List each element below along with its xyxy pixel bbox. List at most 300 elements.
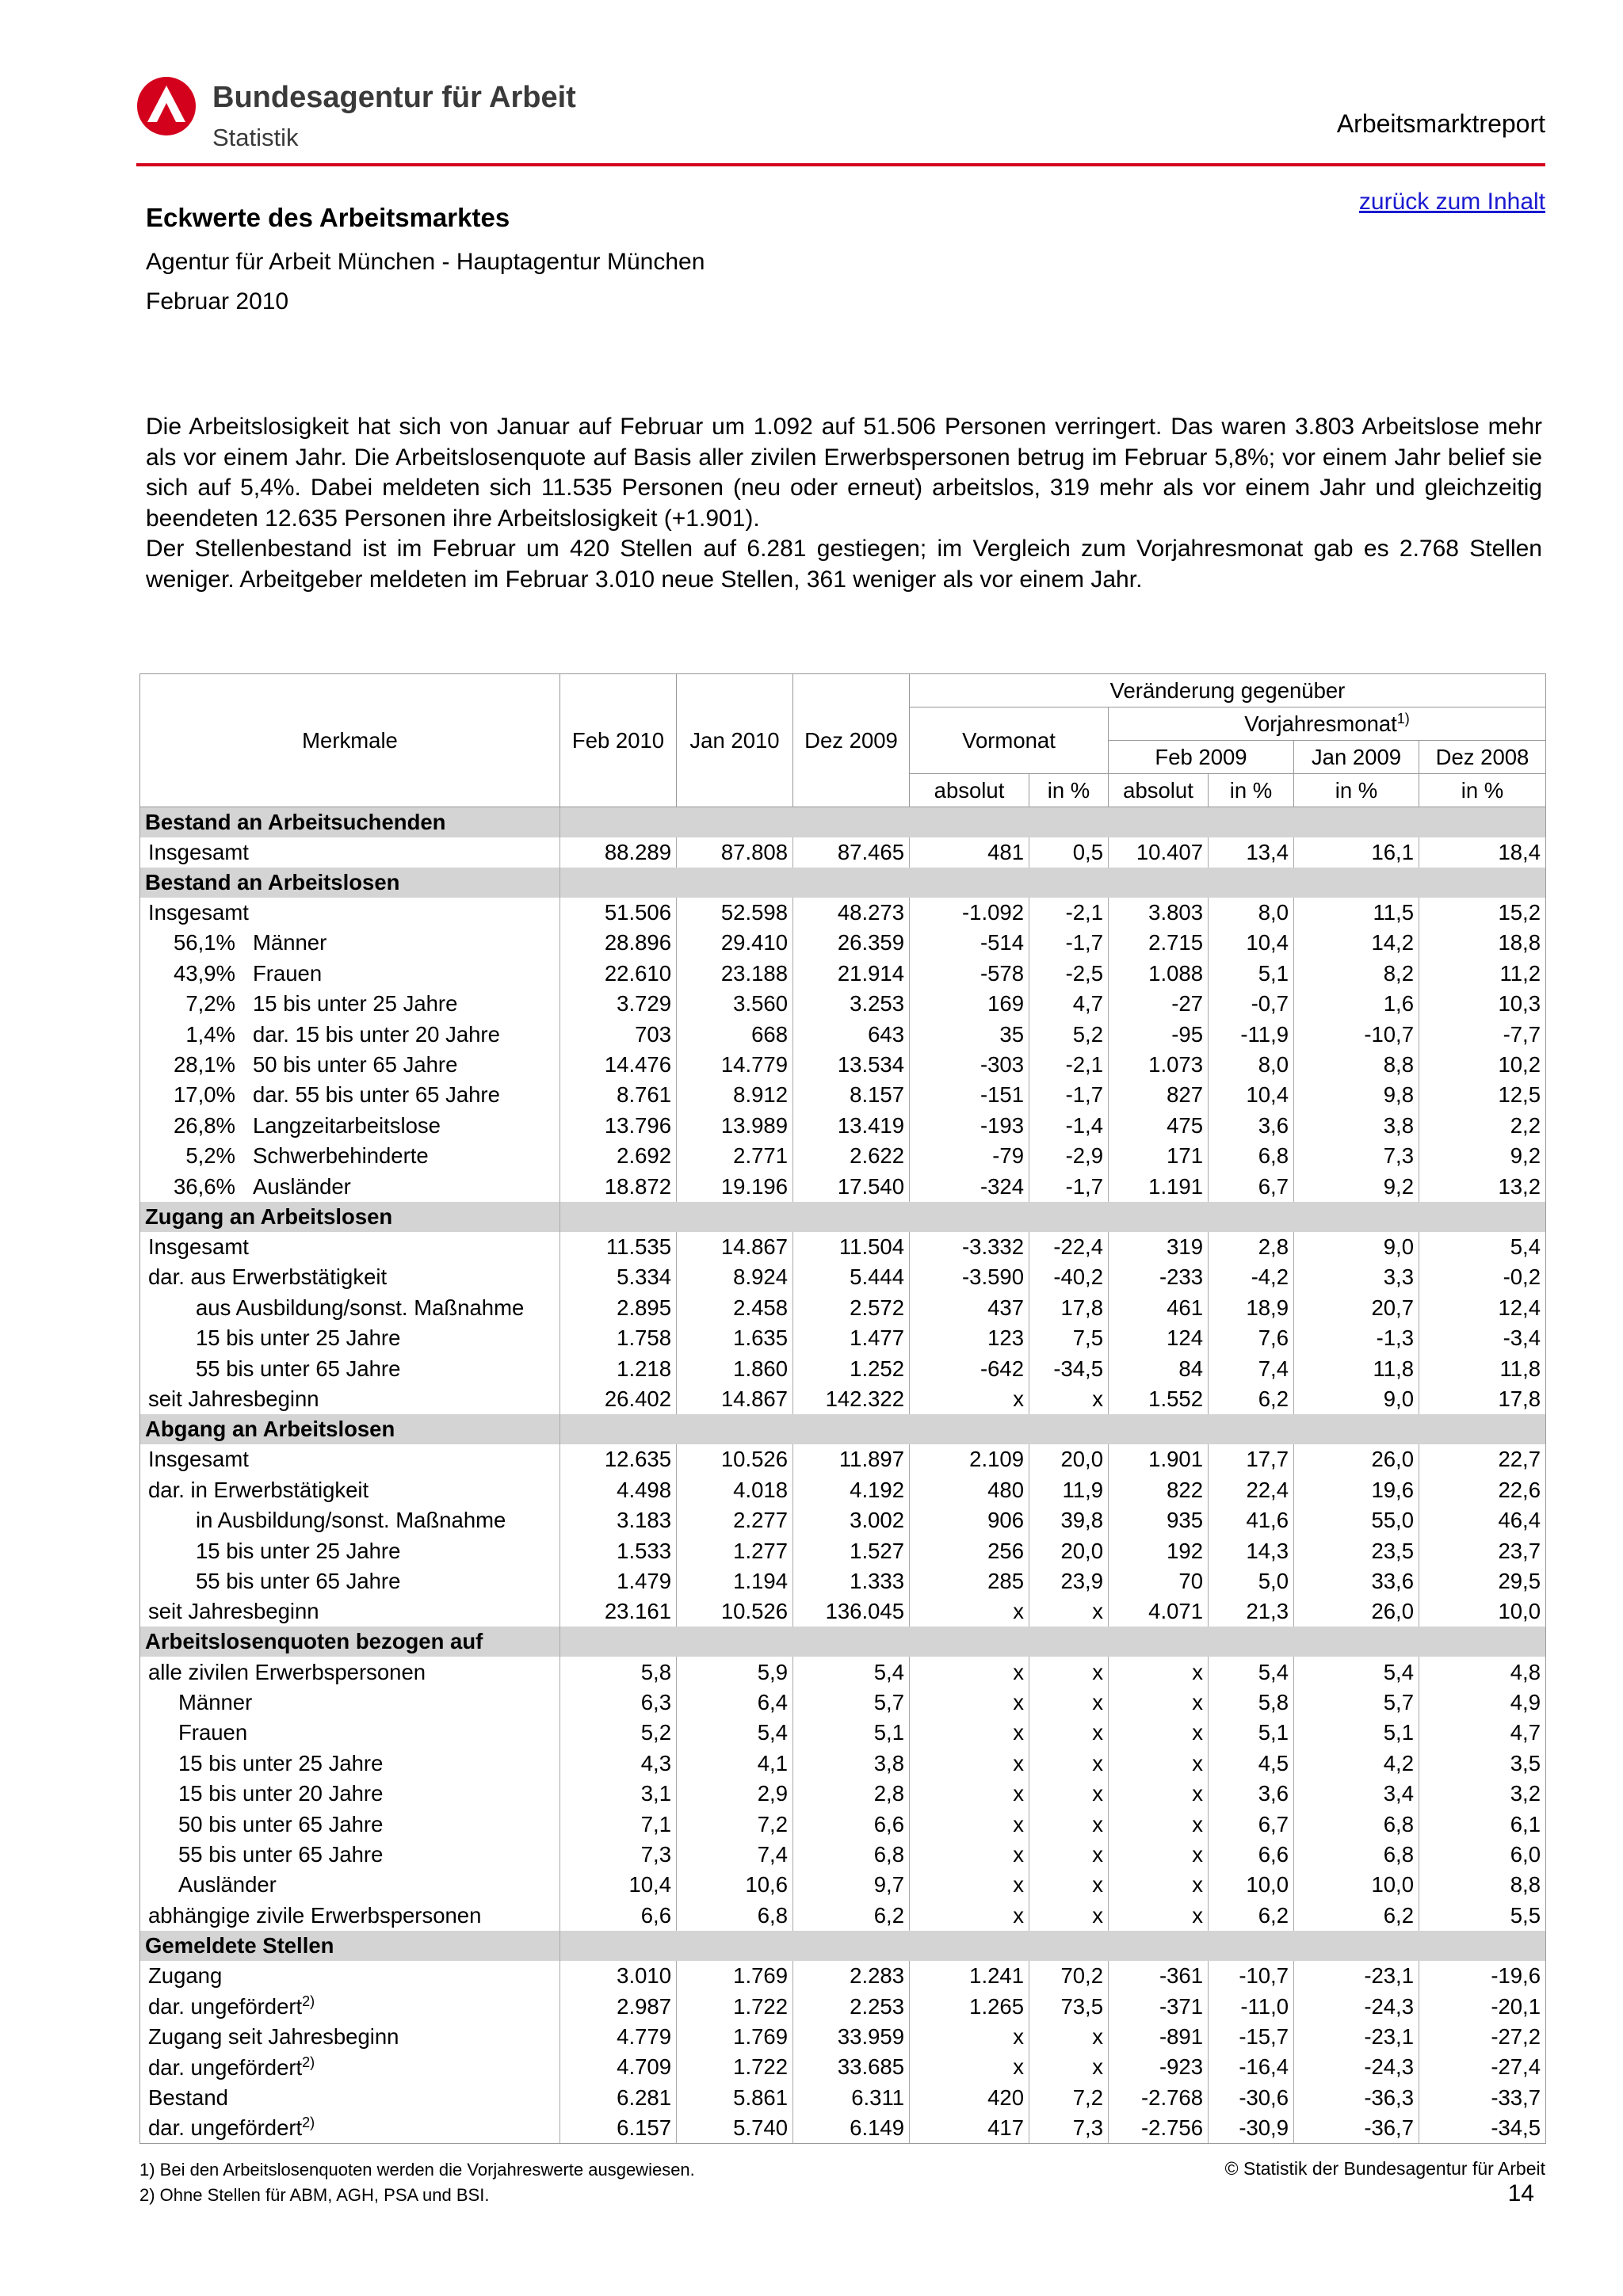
value-cell: 10.526: [677, 1596, 793, 1627]
value-cell: 9,2: [1419, 1141, 1546, 1171]
value-cell: -1,7: [1029, 928, 1109, 958]
row-label-text: Langzeitarbeitslose: [253, 1112, 441, 1138]
col-jan-2009: Jan 2009: [1294, 741, 1419, 774]
value-cell: -361: [1109, 1961, 1209, 1991]
section-title: Bestand an Arbeitsuchenden: [140, 807, 560, 837]
value-cell: 1.769: [677, 2022, 793, 2052]
table-row: [140, 1019, 1546, 1049]
copyright: © Statistik der Bundesagentur für Arbeit: [1224, 2158, 1545, 2179]
value-cell: -24,3: [1294, 1991, 1419, 2021]
value-cell: x: [1029, 1657, 1109, 1687]
row-label-text: dar. 55 bis unter 65 Jahre: [253, 1082, 500, 1108]
col-dez-2008: Dez 2008: [1419, 741, 1546, 774]
value-cell: 26,0: [1294, 1596, 1419, 1627]
row-label-text: seit Jahresbeginn: [148, 1599, 319, 1624]
row-label-text: Zugang seit Jahresbeginn: [148, 2023, 399, 2049]
value-cell: 3,8: [1294, 1111, 1419, 1141]
value-cell: 5,2: [560, 1718, 677, 1748]
value-cell: 5,1: [1209, 1718, 1294, 1748]
row-label-text: dar. ungefördert: [148, 2115, 303, 2141]
value-cell: 19.196: [677, 1171, 793, 1201]
value-cell: 48.273: [793, 898, 910, 928]
value-cell: 6.311: [793, 2083, 910, 2113]
value-cell: x: [1109, 1870, 1209, 1900]
value-cell: 6,8: [1294, 1840, 1419, 1870]
value-cell: 6,6: [560, 1901, 677, 1931]
value-cell: x: [1029, 1749, 1109, 1779]
value-cell: 4,8: [1419, 1657, 1546, 1687]
row-label-text: Ausländer: [253, 1173, 351, 1199]
value-cell: 18,8: [1419, 928, 1546, 958]
value-cell: 11,9: [1029, 1475, 1109, 1505]
value-cell: 3,1: [560, 1779, 677, 1809]
value-cell: 475: [1109, 1111, 1209, 1141]
value-cell: 1.860: [677, 1353, 793, 1383]
col-merkmale: Merkmale: [140, 674, 560, 807]
value-cell: 3,6: [1209, 1111, 1294, 1141]
value-cell: 7,3: [1294, 1141, 1419, 1171]
value-cell: 87.808: [677, 837, 793, 868]
col-jan-2009-pct: in %: [1294, 774, 1419, 807]
value-cell: 5,4: [1419, 1232, 1546, 1262]
table-row: [140, 1779, 1546, 1809]
value-cell: 11,2: [1419, 959, 1546, 989]
row-label: [140, 1840, 560, 1870]
footnote-marker: 2): [302, 1993, 315, 2009]
value-cell: 6,0: [1419, 1840, 1546, 1870]
value-cell: 17,8: [1029, 1293, 1109, 1323]
value-cell: 935: [1109, 1505, 1209, 1535]
table-row: [140, 1901, 1546, 1931]
value-cell: -15,7: [1209, 2022, 1294, 2052]
value-cell: 6,3: [560, 1688, 677, 1718]
row-label-text: Bestand: [148, 2084, 228, 2110]
value-cell: 5,1: [1294, 1718, 1419, 1748]
value-cell: 1.901: [1109, 1444, 1209, 1474]
value-cell: 3,8: [793, 1749, 910, 1779]
value-cell: x: [1109, 1809, 1209, 1839]
value-cell: 4.709: [560, 2052, 677, 2082]
share-percent: 26,8%: [174, 1112, 235, 1138]
value-cell: 123: [910, 1323, 1029, 1353]
row-label: [140, 1111, 560, 1141]
value-cell: 3.729: [560, 989, 677, 1019]
value-cell: -1,4: [1029, 1111, 1109, 1141]
row-label-text: 15 bis unter 25 Jahre: [253, 991, 458, 1016]
value-cell: 171: [1109, 1141, 1209, 1171]
row-label-text: 15 bis unter 25 Jahre: [178, 1750, 384, 1775]
value-cell: 5.861: [677, 2083, 793, 2113]
value-cell: -30,9: [1209, 2113, 1294, 2143]
brand-subtitle: Statistik: [212, 124, 299, 151]
table-row: [140, 2022, 1546, 2052]
value-cell: 6,2: [1209, 1901, 1294, 1931]
value-cell: 827: [1109, 1080, 1209, 1110]
value-cell: 2,8: [793, 1779, 910, 1809]
value-cell: 1.758: [560, 1323, 677, 1353]
value-cell: 70,2: [1029, 1961, 1109, 1991]
value-cell: 8.761: [560, 1080, 677, 1110]
row-label: [140, 1809, 560, 1839]
value-cell: 1.477: [793, 1323, 910, 1353]
value-cell: 6,7: [1209, 1171, 1294, 1201]
value-cell: 4.018: [677, 1475, 793, 1505]
value-cell: 169: [910, 989, 1029, 1019]
row-label: [140, 1262, 560, 1292]
value-cell: 5,0: [1209, 1566, 1294, 1596]
value-cell: x: [910, 1688, 1029, 1718]
value-cell: 8,8: [1294, 1050, 1419, 1080]
brand-name: Bundesagentur für Arbeit: [212, 81, 576, 114]
value-cell: 5,7: [793, 1688, 910, 1718]
value-cell: 6.149: [793, 2113, 910, 2143]
value-cell: 55,0: [1294, 1505, 1419, 1535]
value-cell: 10,0: [1209, 1870, 1294, 1900]
value-cell: 481: [910, 837, 1029, 868]
value-cell: 22,7: [1419, 1444, 1546, 1474]
value-cell: 5,8: [560, 1657, 677, 1687]
value-cell: x: [910, 1840, 1029, 1870]
value-cell: 28.896: [560, 928, 677, 958]
value-cell: 13.989: [677, 1111, 793, 1141]
row-label: [140, 1080, 560, 1110]
share-percent: 17,0%: [174, 1082, 235, 1108]
section-header-row: [140, 868, 1546, 898]
page-number: 14: [1507, 2180, 1534, 2206]
table-row: [140, 1384, 1546, 1414]
value-cell: -20,1: [1419, 1991, 1546, 2021]
value-cell: 7,4: [677, 1840, 793, 1870]
value-cell: -514: [910, 928, 1029, 958]
value-cell: x: [1109, 1779, 1209, 1809]
value-cell: 3,3: [1294, 1262, 1419, 1292]
value-cell: 1.722: [677, 1991, 793, 2021]
value-cell: 5,4: [1209, 1657, 1294, 1687]
value-cell: -22,4: [1029, 1232, 1109, 1262]
row-label: [140, 837, 560, 868]
value-cell: 22,4: [1209, 1475, 1294, 1505]
table-row: [140, 1596, 1546, 1627]
value-cell: -0,2: [1419, 1262, 1546, 1292]
value-cell: 1.722: [677, 2052, 793, 2082]
value-cell: 6,2: [1209, 1384, 1294, 1414]
value-cell: 417: [910, 2113, 1029, 2143]
table-row: [140, 1171, 1546, 1201]
value-cell: -1,7: [1029, 1080, 1109, 1110]
value-cell: 822: [1109, 1475, 1209, 1505]
row-label: [140, 1991, 560, 2021]
row-label-text: 15 bis unter 20 Jahre: [178, 1781, 384, 1806]
table-row: [140, 1809, 1546, 1839]
value-cell: 5,4: [793, 1657, 910, 1687]
value-cell: 1.218: [560, 1353, 677, 1383]
table-row: [140, 1323, 1546, 1353]
value-cell: 142.322: [793, 1384, 910, 1414]
value-cell: 6,4: [677, 1688, 793, 1718]
row-label-text: dar. ungefördert: [148, 2054, 303, 2080]
value-cell: 23.188: [677, 959, 793, 989]
value-cell: 26,0: [1294, 1444, 1419, 1474]
row-label: [140, 928, 560, 958]
value-cell: 33,6: [1294, 1566, 1419, 1596]
row-label: [140, 1718, 560, 1748]
value-cell: 6,8: [1209, 1141, 1294, 1171]
value-cell: 4,3: [560, 1749, 677, 1779]
row-label-text: Männer: [178, 1690, 253, 1715]
intro-paragraph-vacancies: Der Stellenbestand ist im Februar um 420 Stellen auf 6.281 gestiegen; im Vergleich zum Vorjahresmonat gab es 2.768 Stellen weniger. Arbeitgeber meldeten im Februar 3.010 neue Stellen, 361 weniger als vor einem Jahr.: [146, 536, 1542, 593]
value-cell: 23,7: [1419, 1535, 1546, 1566]
value-cell: 26.402: [560, 1384, 677, 1414]
value-cell: x: [910, 1901, 1029, 1931]
row-label-text: Ausländer: [178, 1872, 277, 1897]
section-header-row: [140, 1627, 1546, 1657]
value-cell: 1.252: [793, 1353, 910, 1383]
section-fill: [560, 1931, 1546, 1961]
value-cell: -27,4: [1419, 2052, 1546, 2082]
section-title: Abgang an Arbeitslosen: [140, 1414, 560, 1444]
value-cell: 643: [793, 1019, 910, 1049]
value-cell: 5,5: [1419, 1901, 1546, 1931]
value-cell: 3.803: [1109, 898, 1209, 928]
value-cell: 10,3: [1419, 989, 1546, 1019]
row-label: [140, 1688, 560, 1718]
row-label-text: Insgesamt: [148, 1234, 249, 1259]
value-cell: x: [910, 1657, 1029, 1687]
value-cell: -30,6: [1209, 2083, 1294, 2113]
row-label: [140, 1596, 560, 1627]
value-cell: -79: [910, 1141, 1029, 1171]
value-cell: 1.088: [1109, 959, 1209, 989]
row-label-text: aus Ausbildung/sonst. Maßnahme: [196, 1295, 525, 1320]
row-label: [140, 1232, 560, 1262]
value-cell: 7,5: [1029, 1323, 1109, 1353]
value-cell: 906: [910, 1505, 1029, 1535]
value-cell: -33,7: [1419, 2083, 1546, 2113]
row-label: [140, 1141, 560, 1171]
value-cell: 18,4: [1419, 837, 1546, 868]
value-cell: 2.458: [677, 1293, 793, 1323]
section-title: Bestand an Arbeitslosen: [140, 868, 560, 898]
table-row: [140, 1657, 1546, 1687]
row-label: [140, 1901, 560, 1931]
footnote-marker-1: 1): [1396, 710, 1410, 727]
share-percent: 36,6%: [174, 1173, 235, 1199]
value-cell: 4,9: [1419, 1688, 1546, 1718]
share-percent: 43,9%: [174, 960, 235, 986]
footnote-2: 2) Ohne Stellen für ABM, AGH, PSA und BSI.: [139, 2185, 490, 2205]
value-cell: x: [1109, 1901, 1209, 1931]
value-cell: 4,7: [1419, 1718, 1546, 1748]
value-cell: 13.419: [793, 1111, 910, 1141]
table-row: [140, 2083, 1546, 2113]
table-row: [140, 959, 1546, 989]
value-cell: 17,8: [1419, 1384, 1546, 1414]
value-cell: 3.560: [677, 989, 793, 1019]
value-cell: 22.610: [560, 959, 677, 989]
value-cell: 73,5: [1029, 1991, 1109, 2021]
value-cell: -3.332: [910, 1232, 1029, 1262]
table-row: [140, 1353, 1546, 1383]
value-cell: 29,5: [1419, 1566, 1546, 1596]
value-cell: 3,5: [1419, 1749, 1546, 1779]
col-dez-2009: Dez 2009: [793, 674, 910, 807]
value-cell: 1.635: [677, 1323, 793, 1353]
table-header: [140, 674, 1546, 807]
value-cell: 2,8: [1209, 1232, 1294, 1262]
value-cell: x: [1029, 1840, 1109, 1870]
value-cell: 2.895: [560, 1293, 677, 1323]
value-cell: 20,7: [1294, 1293, 1419, 1323]
row-label: [140, 1384, 560, 1414]
value-cell: 8.157: [793, 1080, 910, 1110]
value-cell: 5,1: [1209, 959, 1294, 989]
value-cell: 1.552: [1109, 1384, 1209, 1414]
value-cell: -34,5: [1419, 2113, 1546, 2143]
row-label-text: dar. aus Erwerbstätigkeit: [148, 1264, 388, 1290]
value-cell: 5.740: [677, 2113, 793, 2143]
value-cell: 480: [910, 1475, 1029, 1505]
value-cell: 2.715: [1109, 928, 1209, 958]
value-cell: 23,5: [1294, 1535, 1419, 1566]
section-header-row: [140, 807, 1546, 837]
value-cell: 4,7: [1029, 989, 1109, 1019]
value-cell: -10,7: [1209, 1961, 1294, 1991]
row-label: [140, 1171, 560, 1201]
table-row: [140, 1111, 1546, 1141]
value-cell: -891: [1109, 2022, 1209, 2052]
value-cell: 12,5: [1419, 1080, 1546, 1110]
table-row: [140, 1961, 1546, 1991]
value-cell: 1.073: [1109, 1050, 1209, 1080]
value-cell: x: [1109, 1657, 1209, 1687]
value-cell: 10,4: [1209, 1080, 1294, 1110]
value-cell: 11,8: [1419, 1353, 1546, 1383]
value-cell: 3.010: [560, 1961, 677, 1991]
value-cell: 6,2: [1294, 1901, 1419, 1931]
value-cell: x: [1029, 2052, 1109, 2082]
value-cell: 4,1: [677, 1749, 793, 1779]
col-dez-2008-pct: in %: [1419, 774, 1546, 807]
ba-logo-icon: [136, 76, 197, 136]
value-cell: 13.796: [560, 1111, 677, 1141]
value-cell: 11,8: [1294, 1353, 1419, 1383]
section-fill: [560, 868, 1546, 898]
row-label: [140, 1961, 560, 1991]
table-row: [140, 1505, 1546, 1535]
value-cell: 2.987: [560, 1991, 677, 2021]
value-cell: 1.241: [910, 1961, 1029, 1991]
value-cell: 14.779: [677, 1050, 793, 1080]
value-cell: 9,0: [1294, 1232, 1419, 1262]
table-row: [140, 1566, 1546, 1596]
value-cell: 5.444: [793, 1262, 910, 1292]
value-cell: 437: [910, 1293, 1029, 1323]
col-vorjahr-absolut: absolut: [1109, 774, 1209, 807]
vorjahresmonat-label: Vorjahresmonat: [1244, 711, 1397, 737]
row-label: [140, 1870, 560, 1900]
value-cell: -23,1: [1294, 1961, 1419, 1991]
share-percent: 28,1%: [174, 1052, 235, 1077]
value-cell: -19,6: [1419, 1961, 1546, 1991]
value-cell: -24,3: [1294, 2052, 1419, 2082]
value-cell: -578: [910, 959, 1029, 989]
row-label-text: Insgesamt: [148, 900, 249, 925]
value-cell: -642: [910, 1353, 1029, 1383]
value-cell: 13.534: [793, 1050, 910, 1080]
value-cell: 5,9: [677, 1657, 793, 1687]
value-cell: 7,2: [677, 1809, 793, 1839]
row-label-text: seit Jahresbeginn: [148, 1386, 319, 1411]
row-label: [140, 1019, 560, 1049]
section-title: Gemeldete Stellen: [140, 1931, 560, 1961]
value-cell: 1.277: [677, 1535, 793, 1566]
value-cell: 7,3: [560, 1840, 677, 1870]
value-cell: 23,9: [1029, 1566, 1109, 1596]
value-cell: 26.359: [793, 928, 910, 958]
value-cell: 88.289: [560, 837, 677, 868]
section-fill: [560, 1627, 1546, 1657]
share-percent: 5,2%: [185, 1143, 235, 1169]
row-label-text: in Ausbildung/sonst. Maßnahme: [196, 1508, 506, 1533]
value-cell: x: [910, 1779, 1029, 1809]
row-label-text: 15 bis unter 25 Jahre: [196, 1538, 401, 1563]
table-row: [140, 898, 1546, 928]
value-cell: 1.191: [1109, 1171, 1209, 1201]
value-cell: 18,9: [1209, 1293, 1294, 1323]
value-cell: 2.771: [677, 1141, 793, 1171]
row-label-text: abhängige zivile Erwerbspersonen: [148, 1902, 482, 1928]
value-cell: x: [910, 1809, 1029, 1839]
value-cell: 1.194: [677, 1566, 793, 1596]
value-cell: 4,2: [1294, 1749, 1419, 1779]
row-label-text: dar. in Erwerbstätigkeit: [148, 1477, 369, 1502]
value-cell: 124: [1109, 1323, 1209, 1353]
table-row: [140, 1444, 1546, 1474]
value-cell: x: [1109, 1688, 1209, 1718]
value-cell: 10,0: [1419, 1596, 1546, 1627]
value-cell: 17,7: [1209, 1444, 1294, 1474]
row-label: [140, 1749, 560, 1779]
value-cell: x: [1029, 1809, 1109, 1839]
value-cell: 420: [910, 2083, 1029, 2113]
value-cell: 46,4: [1419, 1505, 1546, 1535]
section-header-row: [140, 1931, 1546, 1961]
page-title: Eckwerte des Arbeitsmarktes: [146, 203, 510, 232]
value-cell: 2.283: [793, 1961, 910, 1991]
value-cell: 9,2: [1294, 1171, 1419, 1201]
value-cell: 4.498: [560, 1475, 677, 1505]
col-group-vorjahresmonat: [1109, 707, 1546, 741]
row-label-text: Zugang: [148, 1963, 223, 1989]
row-label: [140, 2083, 560, 2113]
row-label: [140, 2022, 560, 2052]
value-cell: 19,6: [1294, 1475, 1419, 1505]
value-cell: x: [910, 1749, 1029, 1779]
value-cell: 12.635: [560, 1444, 677, 1474]
value-cell: 2.692: [560, 1141, 677, 1171]
value-cell: 6,2: [793, 1901, 910, 1931]
value-cell: -11,9: [1209, 1019, 1294, 1049]
value-cell: 6.157: [560, 2113, 677, 2143]
value-cell: 10.526: [677, 1444, 793, 1474]
value-cell: 6,1: [1419, 1809, 1546, 1839]
value-cell: 39,8: [1029, 1505, 1109, 1535]
value-cell: 6,8: [677, 1901, 793, 1931]
value-cell: 1,6: [1294, 989, 1419, 1019]
section-fill: [560, 1414, 1546, 1444]
value-cell: 35: [910, 1019, 1029, 1049]
back-to-contents-link[interactable]: zurück zum Inhalt: [1358, 189, 1545, 215]
